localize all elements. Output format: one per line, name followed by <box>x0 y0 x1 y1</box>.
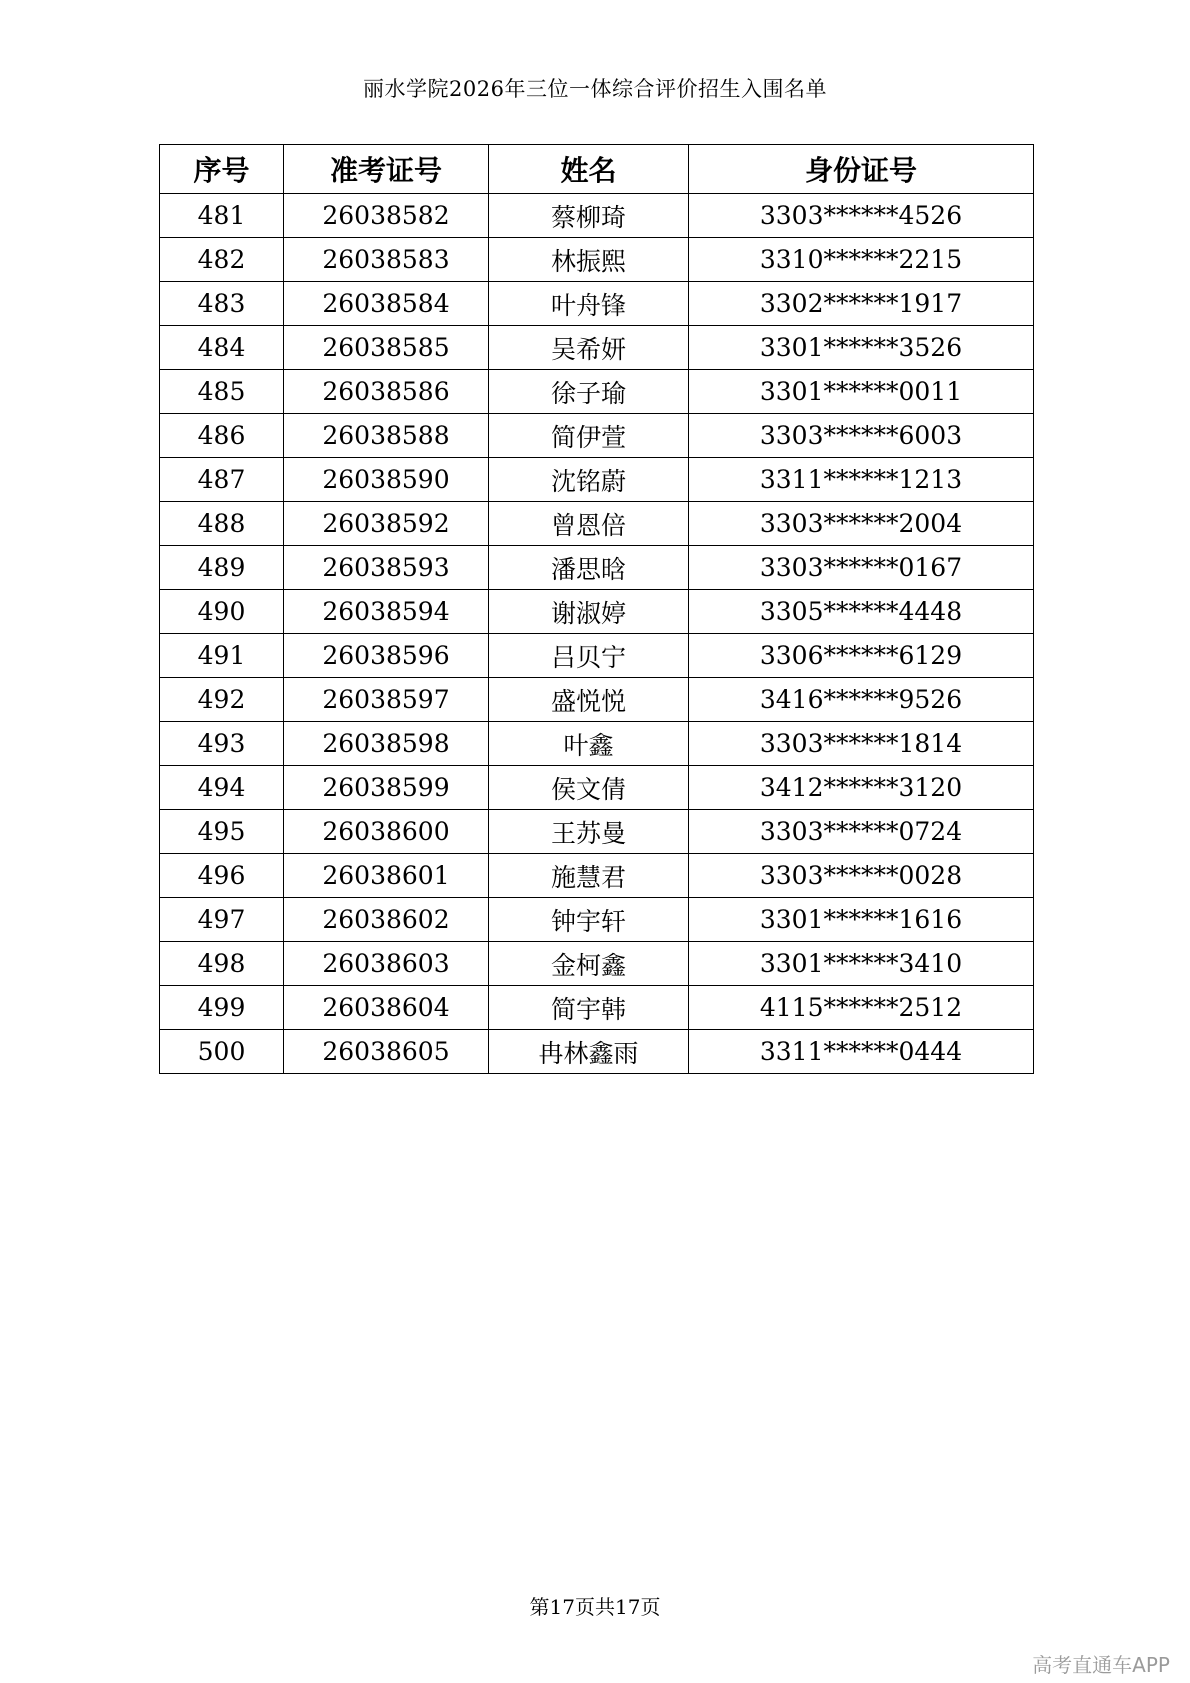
cell-name: 王苏曼 <box>489 810 689 854</box>
cell-seq: 486 <box>160 414 284 458</box>
cell-id-number: 3303******0028 <box>689 854 1034 898</box>
cell-id-number: 3412******3120 <box>689 766 1034 810</box>
cell-seq: 491 <box>160 634 284 678</box>
cell-exam-number: 26038588 <box>284 414 489 458</box>
cell-exam-number: 26038584 <box>284 282 489 326</box>
cell-exam-number: 26038604 <box>284 986 489 1030</box>
cell-name: 施慧君 <box>489 854 689 898</box>
table-row <box>160 414 1034 458</box>
cell-exam-number: 26038598 <box>284 722 489 766</box>
cell-exam-number: 26038599 <box>284 766 489 810</box>
cell-seq: 483 <box>160 282 284 326</box>
cell-name: 侯文倩 <box>489 766 689 810</box>
cell-seq: 484 <box>160 326 284 370</box>
cell-name: 林振熙 <box>489 238 689 282</box>
table-row <box>160 370 1034 414</box>
cell-seq: 494 <box>160 766 284 810</box>
cell-id-number: 3301******3410 <box>689 942 1034 986</box>
cell-name: 曾恩倍 <box>489 502 689 546</box>
table-row <box>160 546 1034 590</box>
cell-seq: 493 <box>160 722 284 766</box>
cell-id-number: 3311******0444 <box>689 1030 1034 1074</box>
table-row <box>160 326 1034 370</box>
cell-seq: 485 <box>160 370 284 414</box>
table-row <box>160 590 1034 634</box>
table-row <box>160 634 1034 678</box>
cell-exam-number: 26038593 <box>284 546 489 590</box>
cell-id-number: 3305******4448 <box>689 590 1034 634</box>
cell-exam-number: 26038583 <box>284 238 489 282</box>
table-row <box>160 238 1034 282</box>
table-row <box>160 1030 1034 1074</box>
cell-seq: 500 <box>160 1030 284 1074</box>
cell-exam-number: 26038586 <box>284 370 489 414</box>
table-row <box>160 766 1034 810</box>
cell-exam-number: 26038601 <box>284 854 489 898</box>
cell-id-number: 3301******3526 <box>689 326 1034 370</box>
cell-id-number: 3311******1213 <box>689 458 1034 502</box>
table-row <box>160 986 1034 1030</box>
cell-id-number: 3303******6003 <box>689 414 1034 458</box>
header-id-number: 身份证号 <box>689 145 1034 194</box>
cell-id-number: 3303******2004 <box>689 502 1034 546</box>
header-seq: 序号 <box>160 145 284 194</box>
cell-name: 潘思晗 <box>489 546 689 590</box>
cell-seq: 482 <box>160 238 284 282</box>
cell-id-number: 3416******9526 <box>689 678 1034 722</box>
cell-exam-number: 26038590 <box>284 458 489 502</box>
cell-name: 金柯鑫 <box>489 942 689 986</box>
cell-exam-number: 26038600 <box>284 810 489 854</box>
cell-name: 谢淑婷 <box>489 590 689 634</box>
cell-id-number: 3303******0724 <box>689 810 1034 854</box>
cell-name: 叶舟锋 <box>489 282 689 326</box>
table-header-row <box>160 145 1034 194</box>
cell-name: 吴希妍 <box>489 326 689 370</box>
table-row <box>160 502 1034 546</box>
cell-id-number: 3303******1814 <box>689 722 1034 766</box>
cell-name: 吕贝宁 <box>489 634 689 678</box>
cell-name: 叶鑫 <box>489 722 689 766</box>
cell-exam-number: 26038594 <box>284 590 489 634</box>
table-row <box>160 810 1034 854</box>
cell-exam-number: 26038597 <box>284 678 489 722</box>
cell-seq: 495 <box>160 810 284 854</box>
cell-name: 盛悦悦 <box>489 678 689 722</box>
cell-exam-number: 26038602 <box>284 898 489 942</box>
cell-id-number: 4115******2512 <box>689 986 1034 1030</box>
cell-id-number: 3303******0167 <box>689 546 1034 590</box>
cell-name: 沈铭蔚 <box>489 458 689 502</box>
cell-exam-number: 26038592 <box>284 502 489 546</box>
table-row <box>160 458 1034 502</box>
cell-seq: 489 <box>160 546 284 590</box>
table-row <box>160 678 1034 722</box>
cell-name: 简宇韩 <box>489 986 689 1030</box>
page-number: 第17页共17页 <box>529 1595 661 1619</box>
cell-id-number: 3302******1917 <box>689 282 1034 326</box>
cell-exam-number: 26038585 <box>284 326 489 370</box>
admission-list-table <box>159 144 1034 1074</box>
table-row <box>160 898 1034 942</box>
cell-seq: 492 <box>160 678 284 722</box>
table-row <box>160 854 1034 898</box>
table-row <box>160 722 1034 766</box>
page-title: 丽水学院2026年三位一体综合评价招生入围名单 <box>363 77 827 101</box>
cell-id-number: 3306******6129 <box>689 634 1034 678</box>
header-name: 姓名 <box>489 145 689 194</box>
cell-id-number: 3303******4526 <box>689 194 1034 238</box>
cell-name: 钟宇轩 <box>489 898 689 942</box>
cell-seq: 490 <box>160 590 284 634</box>
cell-seq: 499 <box>160 986 284 1030</box>
cell-seq: 496 <box>160 854 284 898</box>
cell-exam-number: 26038603 <box>284 942 489 986</box>
cell-seq: 488 <box>160 502 284 546</box>
cell-id-number: 3301******1616 <box>689 898 1034 942</box>
cell-seq: 481 <box>160 194 284 238</box>
cell-seq: 487 <box>160 458 284 502</box>
cell-exam-number: 26038582 <box>284 194 489 238</box>
cell-name: 简伊萱 <box>489 414 689 458</box>
cell-id-number: 3301******0011 <box>689 370 1034 414</box>
cell-name: 冉林鑫雨 <box>489 1030 689 1074</box>
table-row <box>160 942 1034 986</box>
cell-name: 徐子瑜 <box>489 370 689 414</box>
cell-id-number: 3310******2215 <box>689 238 1034 282</box>
cell-name: 蔡柳琦 <box>489 194 689 238</box>
cell-exam-number: 26038605 <box>284 1030 489 1074</box>
watermark: 高考直通车APP <box>1032 1653 1170 1677</box>
cell-seq: 497 <box>160 898 284 942</box>
table-row <box>160 194 1034 238</box>
cell-seq: 498 <box>160 942 284 986</box>
header-exam-number: 准考证号 <box>284 145 489 194</box>
table-row <box>160 282 1034 326</box>
cell-exam-number: 26038596 <box>284 634 489 678</box>
